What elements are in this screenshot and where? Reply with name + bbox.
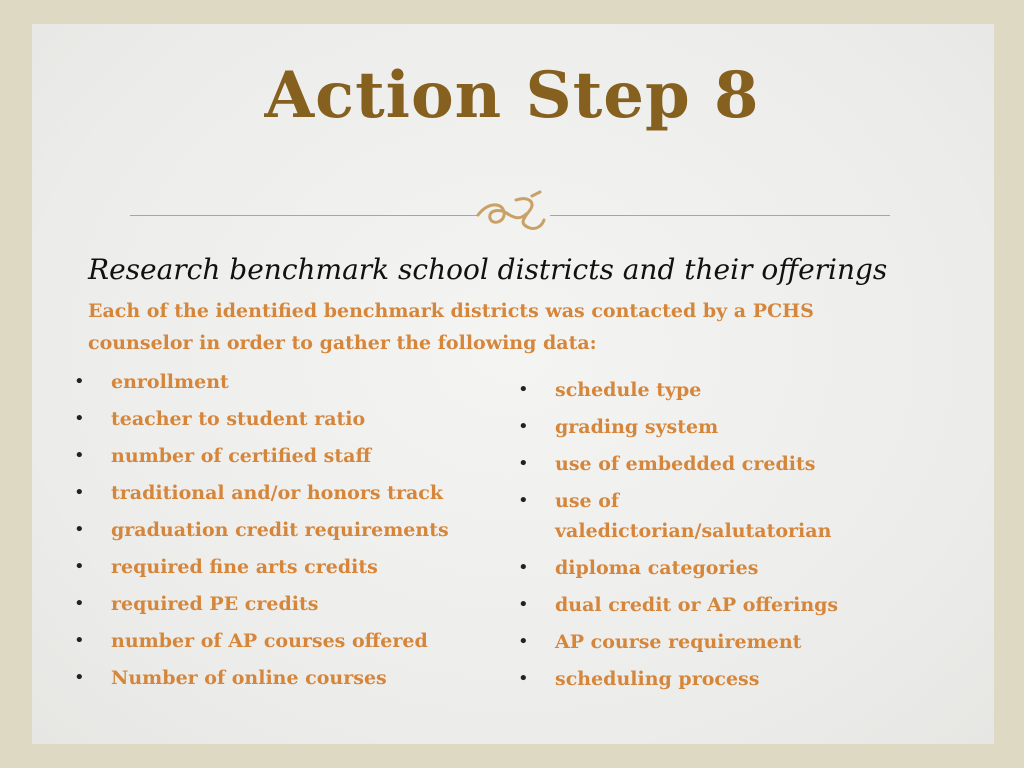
- divider-line-right: [550, 215, 890, 216]
- list-item-text: use of valedictorian/salutatorian: [555, 490, 832, 542]
- list-item-text: required PE credits: [111, 593, 319, 615]
- bullet-icon: •: [74, 630, 85, 651]
- bullet-icon: •: [74, 408, 85, 429]
- right-bullet-list: [518, 375, 898, 701]
- list-item-text: number of certified staff: [111, 445, 372, 467]
- list-item: [74, 367, 494, 404]
- list-item: [518, 664, 898, 694]
- list-item: [518, 375, 898, 405]
- list-item-text: required fine arts credits: [111, 556, 378, 578]
- bullet-icon: •: [518, 490, 529, 511]
- list-item-text: AP course requirement: [555, 631, 802, 653]
- slide-subtitle: Research benchmark school districts and their offerings: [88, 253, 888, 286]
- list-item-text: use of embedded credits: [555, 453, 816, 475]
- list-item: [518, 449, 898, 479]
- list-item: [74, 663, 494, 700]
- list-item-text: traditional and/or honors track: [111, 482, 443, 504]
- list-item-text: enrollment: [111, 371, 229, 393]
- bullet-icon: •: [518, 416, 529, 437]
- list-item-text: schedule type: [555, 379, 702, 401]
- list-item-text: number of AP courses offered: [111, 630, 428, 652]
- list-item-text: scheduling process: [555, 668, 760, 690]
- intro-paragraph: Each of the identified benchmark districts was contacted by a PCHS counselor in order to gather the following data:: [88, 300, 814, 354]
- bullet-icon: •: [518, 668, 529, 689]
- list-item-text: graduation credit requirements: [111, 519, 449, 541]
- slide-title: Action Step 8: [264, 58, 760, 133]
- list-item: [518, 627, 898, 657]
- list-item-text: diploma categories: [555, 557, 759, 579]
- list-item: [74, 441, 494, 478]
- bullet-icon: •: [518, 379, 529, 400]
- list-item-text: Number of online courses: [111, 667, 387, 689]
- bullet-icon: •: [518, 557, 529, 578]
- list-item: [518, 486, 898, 546]
- left-bullet-list: [74, 367, 494, 700]
- bullet-icon: •: [518, 631, 529, 652]
- list-item-text: teacher to student ratio: [111, 408, 366, 430]
- bullet-icon: •: [74, 556, 85, 577]
- divider-line-left: [130, 215, 478, 216]
- list-item: [518, 412, 898, 442]
- bullet-icon: •: [518, 453, 529, 474]
- list-item: [518, 590, 898, 620]
- list-item: [74, 552, 494, 589]
- list-item: [74, 478, 494, 515]
- bullet-icon: •: [74, 593, 85, 614]
- bullet-icon: •: [518, 594, 529, 615]
- decorative-flourish-icon: [470, 188, 560, 238]
- list-item: [74, 404, 494, 441]
- list-item: [74, 515, 494, 552]
- bullet-icon: •: [74, 667, 85, 688]
- bullet-icon: •: [74, 445, 85, 466]
- bullet-icon: •: [74, 371, 85, 392]
- bullet-icon: •: [74, 482, 85, 503]
- list-item-text: grading system: [555, 416, 719, 438]
- list-item-text: dual credit or AP offerings: [555, 594, 839, 616]
- bullet-icon: •: [74, 519, 85, 540]
- list-item: [518, 553, 898, 583]
- list-item: [74, 626, 494, 663]
- list-item: [74, 589, 494, 626]
